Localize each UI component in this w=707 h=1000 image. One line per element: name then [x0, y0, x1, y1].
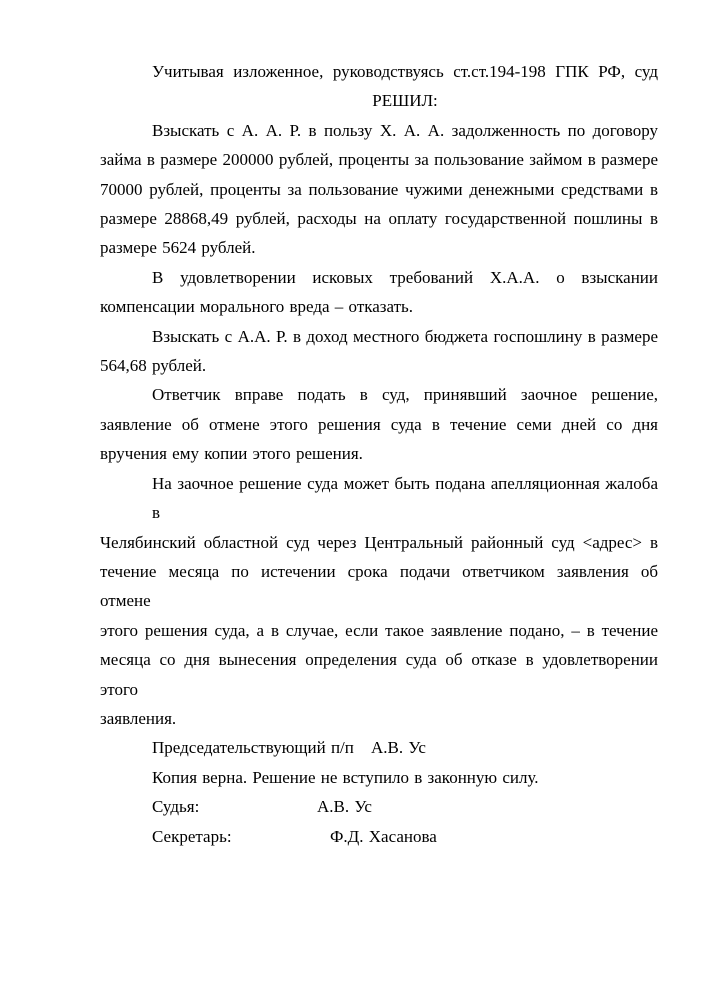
signature-role: Председательствующий п/п	[152, 738, 354, 758]
copy-certification-line	[100, 763, 658, 792]
signature-row-judge	[100, 792, 658, 821]
signature-block	[100, 733, 658, 851]
text-line: На заочное решение суда может быть подана апелляционная жалоба в	[152, 473, 658, 523]
text-line: Ответчик вправе подать в суд, принявший заочное решение,	[152, 385, 658, 405]
text-line: займа в размере 200000 рублей, проценты за пользование займом в размере	[100, 150, 658, 170]
document-lines	[100, 57, 658, 733]
text-line: компенсации морального вреда – отказать.	[100, 297, 414, 317]
signature-role: Судья:	[152, 797, 200, 817]
text-line: В удовлетворении исковых требований Х.А.А. о взыскании	[152, 267, 658, 287]
text-line: Челябинский областной суд через Центральный районный суд <адрес> в	[100, 532, 658, 552]
text-line: 70000 рублей, проценты за пользование чужими денежными средствами в	[100, 179, 658, 199]
text-line: Взыскать с А. А. Р. в пользу Х. А. А. задолженность по договору	[152, 120, 658, 140]
text-line: Учитывая изложенное, руководствуясь ст.ст.194-198 ГПК РФ, суд	[152, 62, 658, 81]
signature-row-secretary	[100, 822, 658, 851]
text-line: заявления.	[100, 708, 177, 728]
document-content	[100, 57, 658, 851]
signature-role: Секретарь:	[152, 826, 232, 846]
text-line: РЕШИЛ:	[372, 91, 438, 111]
text-line: размере 5624 рублей.	[100, 238, 256, 258]
copy-certification-text: Копия верна. Решение не вступило в законную силу.	[152, 767, 539, 787]
text-line: месяца со дня вынесения определения суда об отказе в удовлетворении этого	[100, 650, 658, 699]
signature-name: Ф.Д. Хасанова	[330, 826, 437, 846]
signature-name: А.В. Ус	[371, 738, 426, 758]
text-line: этого решения суда, а в случае, если такое заявление подано, – в течение	[100, 620, 658, 640]
text-line: 564,68 рублей.	[100, 356, 207, 376]
text-line: течение месяца по истечении срока подачи ответчиком заявления об отмене	[100, 561, 658, 611]
text-line: Взыскать с А.А. Р. в доход местного бюджета госпошлину в размере	[152, 326, 658, 346]
signature-row-presiding	[100, 733, 658, 762]
text-line: заявление об отмене этого решения суда в течение семи дней со дня	[100, 414, 658, 434]
text-line: размере 28868,49 рублей, расходы на оплату государственной пошлины в	[100, 209, 658, 229]
text-line: вручения ему копии этого решения.	[100, 444, 363, 464]
signature-name: А.В. Ус	[317, 797, 372, 817]
